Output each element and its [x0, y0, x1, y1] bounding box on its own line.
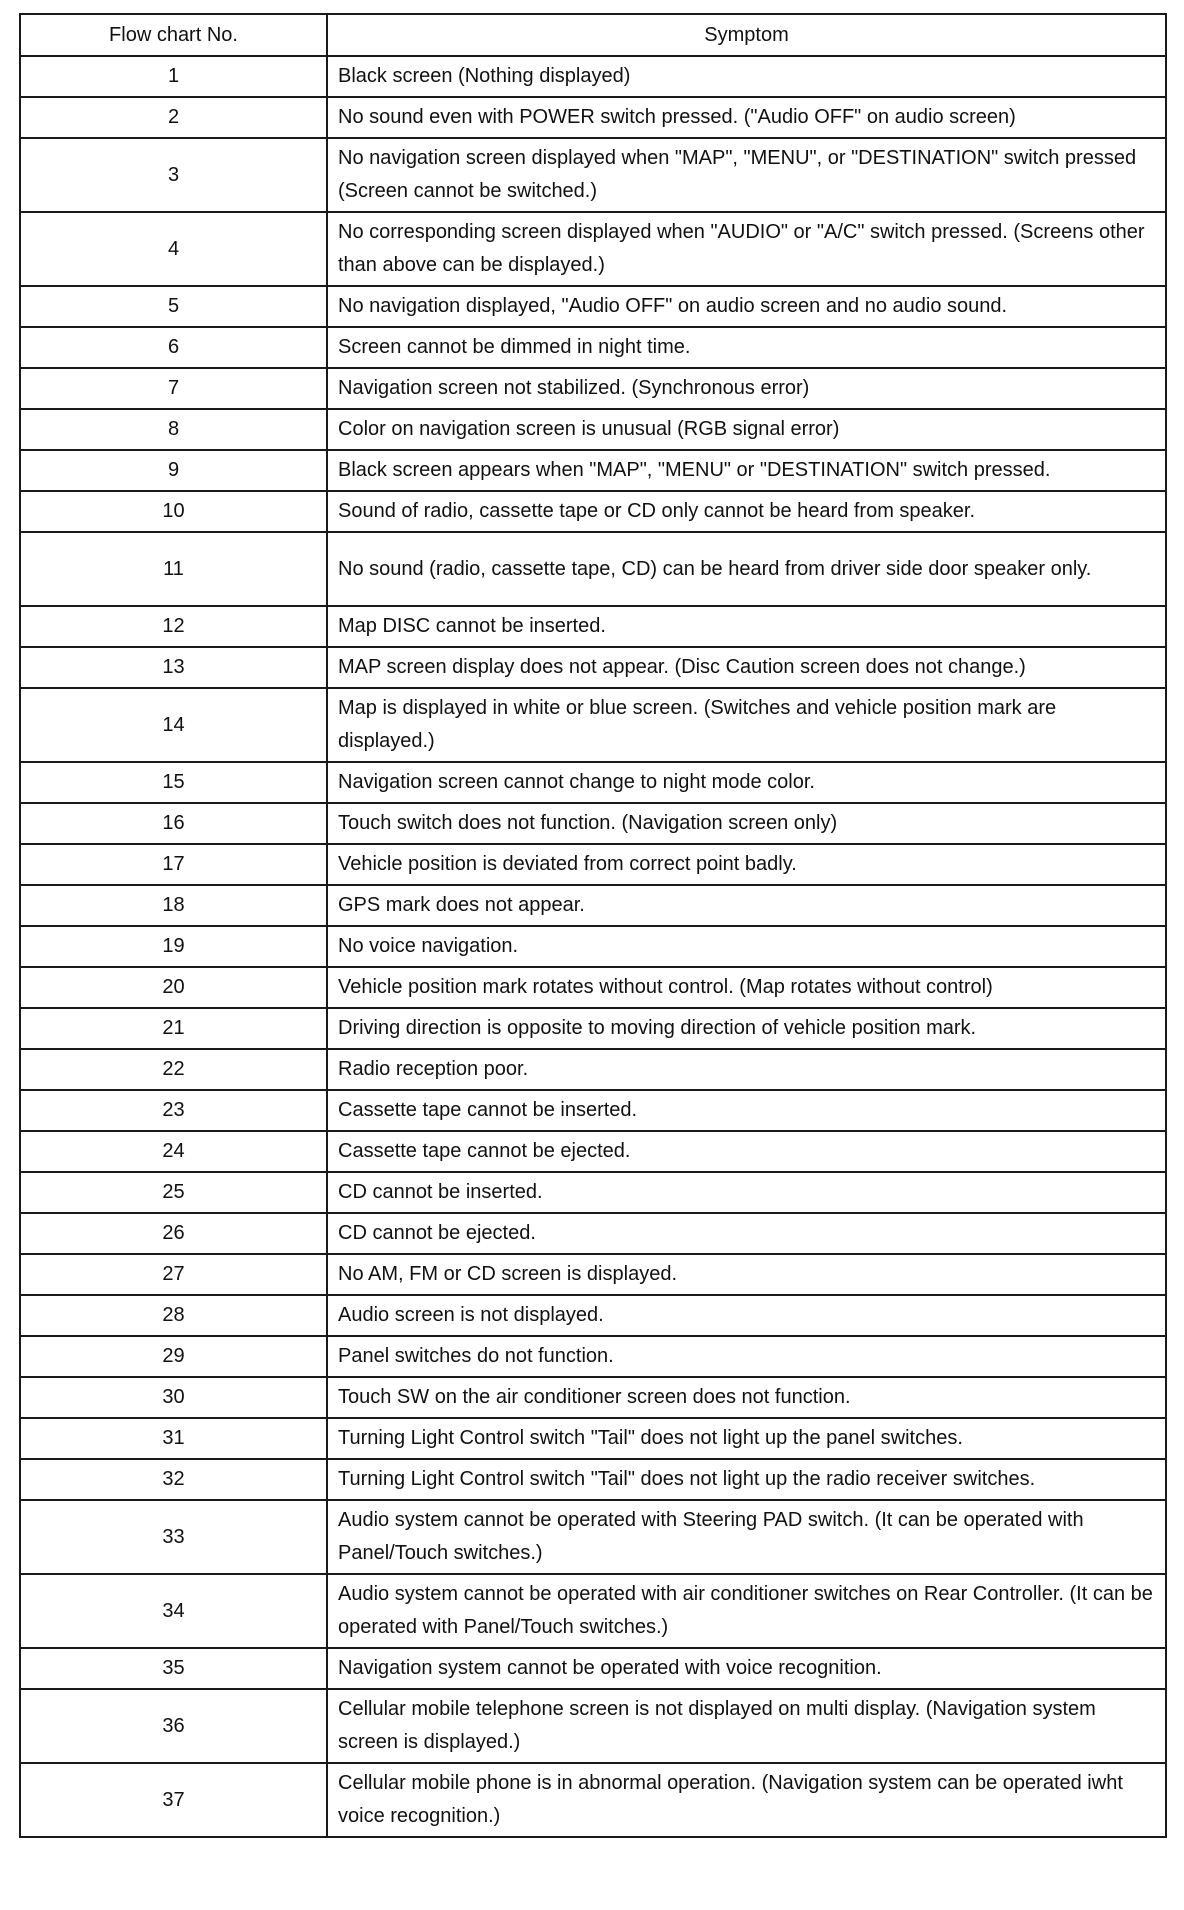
table-row [20, 286, 1166, 327]
table-row [20, 450, 1166, 491]
table-row [20, 97, 1166, 138]
table-row [20, 491, 1166, 532]
symptom-cell: Navigation screen not stabilized. (Synchronous error) [327, 368, 1166, 409]
symptom-cell: Map is displayed in white or blue screen. (Switches and vehicle position mark are displayed.) [327, 688, 1166, 762]
flow-chart-no-cell: 7 [20, 368, 327, 409]
table-row [20, 1689, 1166, 1763]
table-row [20, 688, 1166, 762]
symptom-cell: Navigation system cannot be operated with voice recognition. [327, 1648, 1166, 1689]
symptom-cell: No AM, FM or CD screen is displayed. [327, 1254, 1166, 1295]
symptom-cell: Cassette tape cannot be inserted. [327, 1090, 1166, 1131]
symptom-cell: Screen cannot be dimmed in night time. [327, 327, 1166, 368]
symptom-cell: Audio system cannot be operated with Steering PAD switch. (It can be operated with Panel/Touch switches.) [327, 1500, 1166, 1574]
flow-chart-no-cell: 16 [20, 803, 327, 844]
table-row [20, 1648, 1166, 1689]
table-row [20, 1295, 1166, 1336]
table-row [20, 1254, 1166, 1295]
flow-chart-no-cell: 25 [20, 1172, 327, 1213]
table-row [20, 1049, 1166, 1090]
symptom-cell: Panel switches do not function. [327, 1336, 1166, 1377]
flow-chart-no-cell: 13 [20, 647, 327, 688]
table-row [20, 138, 1166, 212]
symptom-cell: No navigation screen displayed when "MAP", "MENU", or "DESTINATION" switch pressed (Screen cannot be switched.) [327, 138, 1166, 212]
symptom-cell: Sound of radio, cassette tape or CD only cannot be heard from speaker. [327, 491, 1166, 532]
table-row [20, 1008, 1166, 1049]
flow-chart-no-cell: 35 [20, 1648, 327, 1689]
table-row [20, 647, 1166, 688]
symptom-cell: Map DISC cannot be inserted. [327, 606, 1166, 647]
flow-chart-no-cell: 14 [20, 688, 327, 762]
table-row [20, 1172, 1166, 1213]
flow-chart-no-cell: 32 [20, 1459, 327, 1500]
symptom-cell: No sound (radio, cassette tape, CD) can be heard from driver side door speaker only. [327, 532, 1166, 606]
flow-chart-no-cell: 33 [20, 1500, 327, 1574]
table-row [20, 885, 1166, 926]
flow-chart-no-cell: 29 [20, 1336, 327, 1377]
flow-chart-no-cell: 27 [20, 1254, 327, 1295]
symptom-cell: No navigation displayed, "Audio OFF" on audio screen and no audio sound. [327, 286, 1166, 327]
flow-chart-no-cell: 12 [20, 606, 327, 647]
flow-chart-no-cell: 10 [20, 491, 327, 532]
table-row [20, 926, 1166, 967]
symptom-cell: Touch switch does not function. (Navigation screen only) [327, 803, 1166, 844]
symptom-cell: Vehicle position mark rotates without control. (Map rotates without control) [327, 967, 1166, 1008]
symptom-cell: Cellular mobile phone is in abnormal operation. (Navigation system can be operated iwht voice recognition.) [327, 1763, 1166, 1837]
table-row [20, 967, 1166, 1008]
flow-chart-no-cell: 37 [20, 1763, 327, 1837]
table-row [20, 762, 1166, 803]
table-row [20, 1336, 1166, 1377]
table-row [20, 327, 1166, 368]
table-row [20, 1377, 1166, 1418]
table-row [20, 1459, 1166, 1500]
flow-chart-no-cell: 6 [20, 327, 327, 368]
table-row [20, 1131, 1166, 1172]
table-row [20, 1574, 1166, 1648]
symptom-cell: Vehicle position is deviated from correct point badly. [327, 844, 1166, 885]
flow-chart-no-cell: 9 [20, 450, 327, 491]
symptom-cell: Navigation screen cannot change to night mode color. [327, 762, 1166, 803]
flow-chart-no-cell: 30 [20, 1377, 327, 1418]
flow-chart-no-cell: 2 [20, 97, 327, 138]
flow-chart-no-cell: 31 [20, 1418, 327, 1459]
table-row [20, 803, 1166, 844]
table-row [20, 1090, 1166, 1131]
flow-chart-no-cell: 18 [20, 885, 327, 926]
flow-chart-no-cell: 3 [20, 138, 327, 212]
flow-chart-no-cell: 8 [20, 409, 327, 450]
symptom-cell: Touch SW on the air conditioner screen does not function. [327, 1377, 1166, 1418]
flow-chart-no-cell: 17 [20, 844, 327, 885]
symptom-cell: Audio screen is not displayed. [327, 1295, 1166, 1336]
table-row [20, 368, 1166, 409]
flow-chart-no-cell: 26 [20, 1213, 327, 1254]
symptom-cell: Turning Light Control switch "Tail" does not light up the radio receiver switches. [327, 1459, 1166, 1500]
column-header-symptom: Symptom [327, 14, 1166, 56]
table-row [20, 1213, 1166, 1254]
table-row [20, 606, 1166, 647]
symptom-cell: Turning Light Control switch "Tail" does not light up the panel switches. [327, 1418, 1166, 1459]
symptom-table [19, 13, 1167, 1838]
symptom-cell: Cassette tape cannot be ejected. [327, 1131, 1166, 1172]
flow-chart-no-cell: 24 [20, 1131, 327, 1172]
flow-chart-no-cell: 21 [20, 1008, 327, 1049]
table-row [20, 1763, 1166, 1837]
flow-chart-no-cell: 4 [20, 212, 327, 286]
flow-chart-no-cell: 20 [20, 967, 327, 1008]
table-row [20, 1500, 1166, 1574]
flow-chart-no-cell: 1 [20, 56, 327, 97]
symptom-cell: Radio reception poor. [327, 1049, 1166, 1090]
flow-chart-no-cell: 23 [20, 1090, 327, 1131]
symptom-cell: Black screen appears when "MAP", "MENU" or "DESTINATION" switch pressed. [327, 450, 1166, 491]
table-header-row [20, 14, 1166, 56]
symptom-cell: No sound even with POWER switch pressed. ("Audio OFF" on audio screen) [327, 97, 1166, 138]
symptom-cell: Black screen (Nothing displayed) [327, 56, 1166, 97]
table-row [20, 844, 1166, 885]
symptom-cell: GPS mark does not appear. [327, 885, 1166, 926]
symptom-table-page [19, 13, 1165, 1838]
table-row [20, 409, 1166, 450]
symptom-cell: No corresponding screen displayed when "AUDIO" or "A/C" switch pressed. (Screens other than above can be displayed.) [327, 212, 1166, 286]
flow-chart-no-cell: 15 [20, 762, 327, 803]
table-row [20, 532, 1166, 606]
symptom-cell: Driving direction is opposite to moving direction of vehicle position mark. [327, 1008, 1166, 1049]
symptom-cell: Audio system cannot be operated with air conditioner switches on Rear Controller. (It can be operated with Panel/Touch switches.) [327, 1574, 1166, 1648]
flow-chart-no-cell: 28 [20, 1295, 327, 1336]
symptom-cell: Color on navigation screen is unusual (RGB signal error) [327, 409, 1166, 450]
flow-chart-no-cell: 19 [20, 926, 327, 967]
symptom-cell: Cellular mobile telephone screen is not displayed on multi display. (Navigation system screen is displayed.) [327, 1689, 1166, 1763]
flow-chart-no-cell: 36 [20, 1689, 327, 1763]
flow-chart-no-cell: 5 [20, 286, 327, 327]
flow-chart-no-cell: 22 [20, 1049, 327, 1090]
flow-chart-no-cell: 11 [20, 532, 327, 606]
table-row [20, 1418, 1166, 1459]
table-row [20, 56, 1166, 97]
symptom-cell: No voice navigation. [327, 926, 1166, 967]
table-row [20, 212, 1166, 286]
flow-chart-no-cell: 34 [20, 1574, 327, 1648]
symptom-cell: CD cannot be ejected. [327, 1213, 1166, 1254]
symptom-cell: CD cannot be inserted. [327, 1172, 1166, 1213]
symptom-cell: MAP screen display does not appear. (Disc Caution screen does not change.) [327, 647, 1166, 688]
column-header-flow-chart-no: Flow chart No. [20, 14, 327, 56]
